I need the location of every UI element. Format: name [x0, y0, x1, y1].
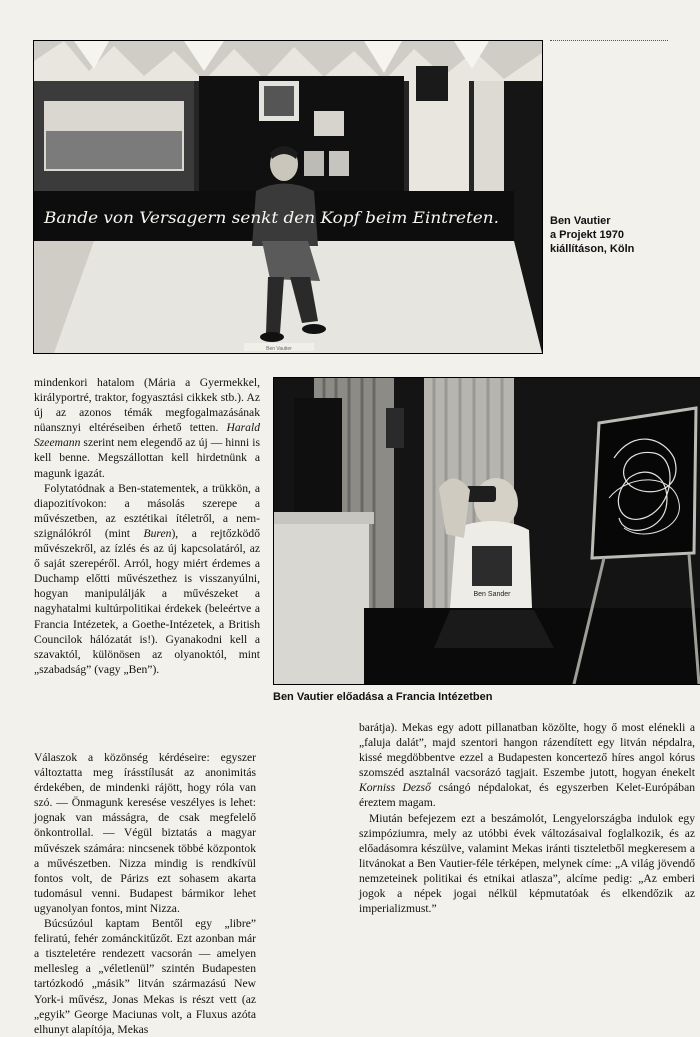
paragraph-emphasis: Korniss Dezső [359, 781, 431, 795]
paragraph [34, 481, 260, 677]
paragraph-emphasis: Buren [143, 526, 172, 540]
paragraph-text: Búcsúzóul kaptam Bentől egy „libre” feliratú, fehér zománckitűzőt. Ezt azonban már a tiszteletére rendezett vacsorán — amelyen mellesleg a „véletlenül” szintén Budapesten tartózkodó „másik” litván származású New York-i művész, Jonas Mekas is részt vett (az „egyik” George Maciunas volt, a Fluxus azóta elhunyt alapítója, Mekas [34, 917, 256, 1036]
paragraph [359, 811, 695, 917]
article-column-right-bottom [359, 720, 695, 916]
photo-lecture-image [274, 378, 700, 684]
paragraph [359, 720, 695, 811]
shirt-text: Ben Sander [473, 591, 511, 598]
paragraph-text: Folytatódnak a Ben-statementek, a trükkön, a diapozitívokon: a másolás szerepe a művészetben, az esztétikai ítéletről, a nem-szignálókról (mint [34, 481, 260, 540]
dotted-rule [550, 40, 668, 41]
photo-exhibition-image [34, 41, 542, 353]
paragraph-text: csángó népdalokat, és egyszerben Kelet-Európában éreztem magam. [359, 781, 696, 810]
paragraph-text: mindenkori hatalom (Mária a Gyermekkel, királyportré, traktor, fogyasztási cikkek stb.). Az új az azonos témák megfogalmazásának nüansznyi eltéréseiben érhető tetten. [34, 376, 260, 435]
photo-exhibition-koln [33, 40, 543, 354]
photo-lecture-french-institute [273, 377, 700, 685]
paragraph [34, 375, 260, 481]
caption-top-line-1: Ben Vautier [550, 215, 611, 227]
paragraph-text: szerint nem elegendő az új — hinni is kell benne. Megszállottan kell hirdetnünk a magunk igazát. [34, 436, 260, 480]
banner-handwriting: Bande von Versagern senkt den Kopf beim Eintreten. [42, 209, 499, 227]
paragraph-text: Válaszok a közönség kérdéseire: egyszer változtatta meg írásstílusát az anonimitás érdekében, de mindenki rájött, hogy róla van szó. — Önmagunk keresése veszélyes is lehet: jognak van másságra, de csak megfelelő önkontrollal. — Végül biztatás a magyar művészek számára: nincsenek többé központok a művészetben. Nizza mindig is rendkívül fontos volt, de Párizs ezt sohasem akarta tudomásul venni. Budapest bármikor lehet ugyanolyan fontos, mint Nizza. [34, 751, 256, 915]
article-column-left-top [34, 375, 260, 677]
caption-top-line-2: a Projekt 1970 [550, 229, 624, 241]
paragraph-text: barátja). Mekas egy adott pillanatban közölte, hogy ő most elénekli a „faluja dalát”, majd szentori hangon rázendített egy litván népdalra, kissé megdöbbentve ezzel a Budapesten koncertező híres angol kórus szomszéd asztalnál vacsorázó tagjait. Eszembe jutott, hogyan énekelt [359, 721, 695, 780]
article-column-left-bottom [34, 750, 256, 1037]
caption-top-photo [550, 214, 690, 256]
paragraph-text: Miután befejezem ezt a beszámolót, Lengyelországba indulok egy szimpóziumra, mely az utóbbi évek változásaival foglalkozik, és az előadásomra készülve, valamint Mekas iránti tiszteletből megkeresem a litvánokat a Ben Vautier-féle térképen, melynek címe: „A világ jövendő nemzeteinek politikai és etnikai atlasza”, alcíme pedig: „Az emberi jogok a népek jogai nélkül képmutatóak és elkendőzik az imperializmust.” [359, 811, 695, 916]
caption-lecture-photo: Ben Vautier előadása a Francia Intézetben [273, 691, 493, 703]
paragraph [34, 916, 256, 1037]
plate-label: Ben Vautier [266, 346, 292, 352]
paragraph [34, 750, 256, 916]
caption-top-line-3: kiállításon, Köln [550, 243, 635, 255]
paragraph-text: ), a rejtőzködő művészekről, az ízlés és az új kapcsolatáról, az ő saját szerepéről. Arról, hogy miért érdemes a Duchamp előtti művészethez is visszanyúlni, hogyan manipulálják a művészeket a nagyhatalmi kultúrpolitikai érdekek (beleértve a Francia Intézetek, a Goethe-Intézetek, a British Councilok hálózatát is!). Gyanakodni kell a szavaktól, különösen az olyanoktól, mint „szabadság” (vagy „Ben”). [34, 526, 261, 676]
paragraph-emphasis: Harald Szeemann [34, 421, 260, 450]
